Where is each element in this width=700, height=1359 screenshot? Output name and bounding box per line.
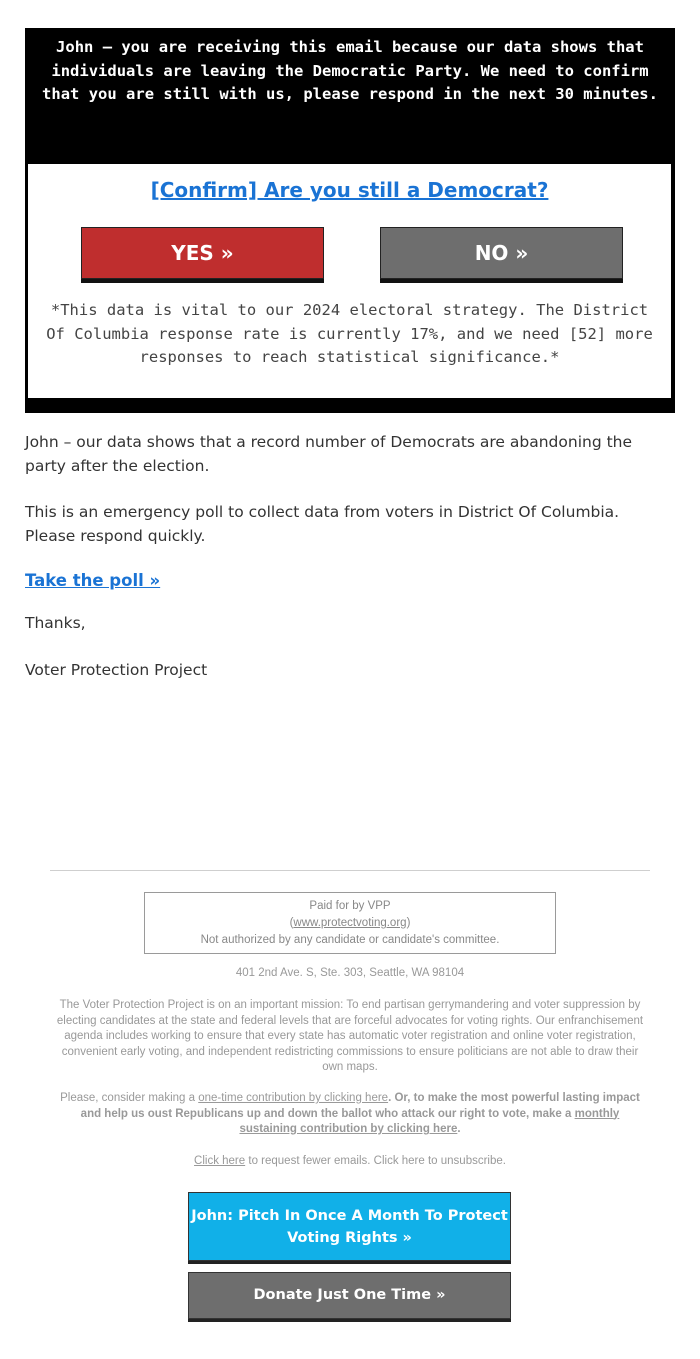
- one-time-contribution-link[interactable]: one-time contribution by clicking here: [198, 1092, 389, 1104]
- contrib-pre: Please, consider making a: [60, 1092, 196, 1104]
- hero-warning-text: John – you are receiving this email because our data shows that individuals are leaving the Democratic Party. We need to confirm that you are still with us, please respond in the next 30 minutes.: [42, 38, 658, 103]
- body-paragraph-1: John – our data shows that a record number of Democrats are abandoning the party after the election.: [25, 433, 633, 475]
- paid-line-3: Not authorized by any candidate or candidate's committee.: [200, 934, 500, 946]
- no-button[interactable]: NO »: [380, 227, 623, 279]
- confirm-link[interactable]: [Confirm] Are you still a Democrat?: [150, 178, 549, 202]
- footer-divider: [50, 870, 650, 871]
- hero-banner: OFFICIAL VOTER PROTECTION PROJECT REGISTRATION POLL: [80, 410, 620, 429]
- monthly-donate-button[interactable]: John: Pitch In Once A Month To Protect Voting Rights »: [188, 1192, 511, 1261]
- footer-fewer-emails: [55, 1154, 645, 1170]
- footer-mission: The Voter Protection Project is on an important mission: To end partisan gerrymandering and voter suppression by electing candidates at the state and federal levels that are forceful advocates for voting rights. Our enfranchisement agenda includes working to ensure that every state has automatic voter registration and online voter registration, convenient early voting, and independent redistricting commissions to ensure politicians are not able to draw their own maps.: [56, 999, 644, 1073]
- paid-line-2: (www.protectvoting.org): [289, 917, 411, 929]
- yes-button[interactable]: YES »: [81, 227, 324, 279]
- protectvoting-link[interactable]: www.protectvoting.org: [293, 917, 407, 929]
- contrib-mid: . Or, to make the most powerful lasting impact and help us oust Republicans up and down the ballot who attack our right to vote, make a: [80, 1092, 640, 1120]
- fewer-emails-link[interactable]: Click here: [194, 1155, 246, 1167]
- body-paragraph-2: This is an emergency poll to collect data from voters in District Of Columbia. Please respond quickly.: [25, 503, 620, 545]
- one-time-donate-button[interactable]: Donate Just One Time »: [188, 1272, 511, 1319]
- monthly-contribution-link[interactable]: monthly sustaining contribution by clicking here: [239, 1107, 620, 1135]
- take-poll-link[interactable]: Take the poll »: [25, 571, 161, 590]
- signature: Voter Protection Project: [25, 661, 208, 679]
- hero-note: *This data is vital to our 2024 electoral strategy. The District Of Columbia response rate is currently 17%, and we need [52] more responses to reach statistical significance.*: [46, 301, 653, 366]
- footer-address: 401 2nd Ave. S, Ste. 303, Seattle, WA 98104: [235, 967, 465, 979]
- paid-for-box: [144, 892, 556, 954]
- fewer-emails-text: to request fewer emails. Click here to unsubscribe.: [248, 1155, 506, 1167]
- footer-contribution: [55, 1091, 645, 1138]
- hero-box: [25, 28, 675, 429]
- hero-poll-panel: [28, 164, 671, 398]
- thanks-text: Thanks,: [25, 614, 86, 632]
- paid-line-1: Paid for by VPP: [309, 900, 391, 912]
- contrib-end: .: [457, 1123, 461, 1135]
